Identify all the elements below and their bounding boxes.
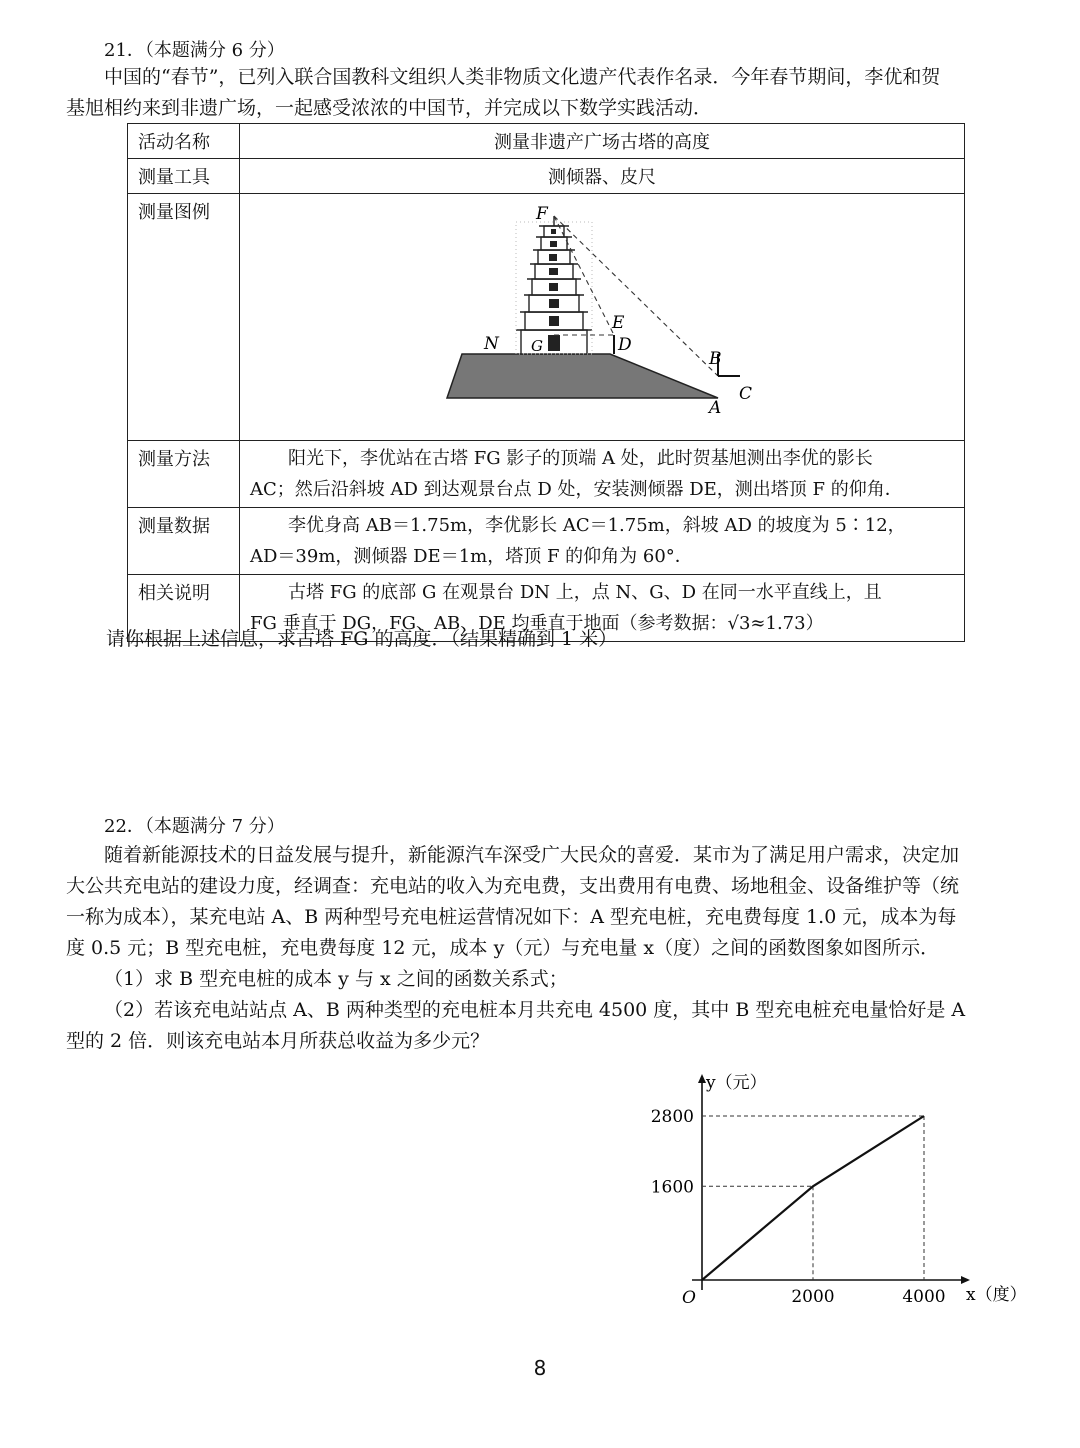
data-line1: 李优身高 AB＝1.75m，李优影长 AC＝1.75m，斜坡 AD 的坡度为 5∶12， (288, 515, 906, 536)
y-tick-label-2800: 2800 (650, 1107, 694, 1127)
page-number: 8 (533, 1356, 547, 1380)
activity-table (127, 123, 965, 642)
pagoda-diagram (240, 194, 964, 440)
label-method: 测量方法 (128, 441, 240, 508)
q22-sub2-line2: 型的 2 倍．则该充电站本月所获总收益为多少元？ (66, 1030, 490, 1052)
label-A: A (709, 398, 722, 418)
label-activity-name: 活动名称 (128, 124, 240, 159)
platform-slope-shape (447, 354, 718, 398)
label-G: G (531, 337, 543, 355)
label-C: C (739, 384, 753, 404)
q21-question: 请你根据上述信息，求古塔 FG 的高度．（结果精确到 1 米） (106, 628, 618, 650)
data-line2: AD＝39m，测倾器 DE＝1m，塔顶 F 的仰角为 60°． (250, 546, 693, 567)
y-axis-arrow-icon (698, 1074, 706, 1083)
q22-line2: 大公共充电站的建设力度，经调查：充电站的收入为充电费，支出费用有电费、场地租金、设备维护等（统 (66, 875, 960, 897)
notes-line2: FG 垂直于 DG，FG、AB、DE 均垂直于地面（参考数据：√3≈1.73） (250, 613, 824, 634)
label-D: D (618, 335, 632, 355)
q22-header: 22．（本题满分 7 分） (104, 816, 285, 837)
label-data: 测量数据 (128, 508, 240, 575)
x-tick-label-2000: 2000 (791, 1287, 835, 1307)
y-tick-label-1600: 1600 (650, 1177, 694, 1198)
q22-line1: 随着新能源技术的日益发展与提升，新能源汽车深受广大民众的喜爱．某市为了满足用户需求，决定加 (104, 844, 960, 866)
q21-header: 21．（本题满分 6 分） (104, 40, 285, 61)
series-line-cost (702, 1116, 924, 1280)
value-activity-name: 测量非遗产广场古塔的高度 (240, 124, 965, 159)
origin-label: O (682, 1288, 696, 1308)
label-diagram: 测量图例 (128, 194, 240, 441)
q22-line4: 度 0.5 元；B 型充电桩，充电费每度 12 元，成本 y（元）与充电量 x（度）之间的函数图象如图所示． (66, 937, 940, 959)
y-axis-label: y（元） (706, 1073, 767, 1093)
value-tools: 测倾器、皮尺 (240, 159, 965, 194)
label-B: B (709, 349, 722, 369)
cost-chart (640, 1064, 1040, 1314)
q22-sub2-line1: （2）若该充电站站点 A、B 两种类型的充电桩本月共充电 4500 度，其中 B 型充电桩充电量恰好是 A (104, 999, 966, 1021)
notes-line1: 古塔 FG 的底部 G 在观景台 DN 上，点 N、G、D 在同一水平直线上，且 (288, 582, 882, 603)
label-E: E (612, 313, 625, 333)
q21-intro (66, 62, 1028, 93)
label-F: F (536, 204, 548, 224)
pagoda-diagram-cell (240, 194, 965, 441)
method-line1: 阳光下，李优站在古塔 FG 影子的顶端 A 处，此时贺基旭测出李优的影长 (288, 448, 873, 469)
label-N: N (484, 334, 499, 354)
x-axis-arrow-icon (961, 1276, 970, 1284)
q22-line3: 一称为成本），某充电站 A、B 两种型号充电桩运营情况如下：A 型充电桩，充电费每度 1.0 元，成本为每 (66, 906, 957, 928)
label-tools: 测量工具 (128, 159, 240, 194)
method-line2: AC；然后沿斜坡 AD 到达观景台点 D 处，安装测倾器 DE，测出塔顶 F 的仰角． (250, 479, 903, 500)
label-notes: 相关说明 (128, 575, 240, 642)
q21-intro-line2: 基旭相约来到非遗广场，一起感受浓浓的中国节，并完成以下数学实践活动． (66, 97, 713, 119)
x-axis-label: x（度） (966, 1285, 1027, 1305)
q22-sub1: （1）求 B 型充电桩的成本 y 与 x 之间的函数关系式； (104, 968, 568, 990)
value-method (240, 441, 965, 508)
q21-intro-line1: 中国的“春节”，已列入联合国教科文组织人类非物质文化遗产代表作名录．今年春节期间，李优和贺 (104, 66, 941, 88)
x-tick-label-4000: 4000 (902, 1287, 946, 1307)
value-data (240, 508, 965, 575)
